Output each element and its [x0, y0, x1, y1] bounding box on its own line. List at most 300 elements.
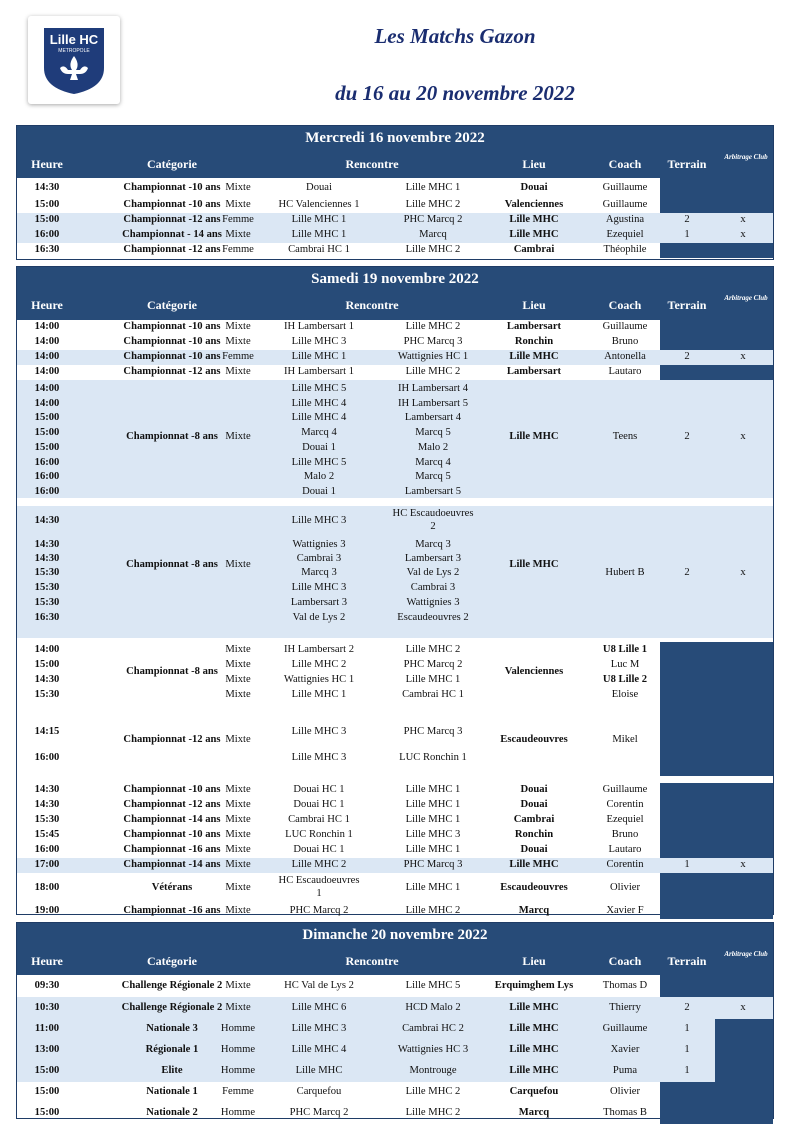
away-team: Cambrai HC 2 [402, 1023, 464, 1034]
away-team: Cambrai 3 [410, 582, 456, 593]
away-team: Lille MHC 1 [405, 674, 461, 685]
match-venue: Lille MHC [509, 214, 559, 225]
match-category: Championnat -16 ans [123, 904, 221, 916]
match-venue: Lille MHC [509, 1001, 559, 1013]
match-time: 09:30 [34, 979, 60, 991]
col-arbitrage: Arbitrage Club [724, 153, 768, 161]
match-coach: Guillaume [602, 784, 648, 795]
club-logo [28, 16, 120, 104]
home-team: Wattignies 3 [292, 539, 346, 550]
away-team: Marcq 3 [415, 539, 451, 550]
col-arbitrage: Arbitrage Club [724, 950, 768, 958]
match-coach: Bruno [611, 336, 639, 347]
match-time: 15:30 [34, 567, 60, 578]
match-coach: Guillaume [602, 199, 648, 210]
match-category: Championnat -14 ans [123, 814, 221, 825]
empty-field-cell [660, 642, 773, 706]
table-row [17, 858, 773, 873]
table-row [17, 975, 773, 997]
col-terrain: Terrain [667, 298, 707, 312]
match-coach: Xavier F [606, 904, 644, 916]
empty-field-cell [660, 335, 773, 350]
away-team: Lille MHC 2 [405, 644, 461, 655]
match-time: 15:30 [34, 582, 60, 593]
match-category: Championnat -14 ans [123, 859, 221, 870]
away-team: PHC Marcq 3 [403, 336, 463, 347]
match-category: Elite [161, 1065, 183, 1076]
match-time: 16:30 [34, 244, 60, 255]
match-gender: Mixte [225, 1001, 251, 1013]
match-time: 18:00 [34, 882, 60, 893]
col-rencontre: Rencontre [345, 298, 399, 312]
match-time: 16:00 [34, 844, 60, 855]
match-time: 15:00 [34, 214, 60, 225]
match-gender: Mixte [225, 229, 251, 240]
home-team: IH Lambersart 1 [283, 366, 354, 377]
match-venue: Erquimghem Lys [494, 979, 574, 991]
match-time: 15:00 [34, 659, 60, 670]
match-gender: Mixte [225, 431, 251, 442]
home-team: Marcq 3 [301, 567, 337, 578]
table-row [17, 1040, 773, 1061]
table-row [17, 828, 773, 843]
table-row [17, 813, 773, 828]
match-time: 15:00 [34, 441, 60, 453]
away-team: Malo 2 [417, 441, 449, 453]
page-dates: du 16 au 20 novembre 2022 [335, 81, 575, 105]
away-team: PHC Marcq 3 [403, 726, 463, 737]
away-team: Marcq [419, 229, 447, 240]
match-field: 1 [684, 859, 690, 870]
match-gender: Mixte [225, 734, 251, 745]
match-category: Championnat -8 ans [126, 431, 218, 442]
match-gender: Femme [222, 1086, 254, 1097]
away-team: Lille MHC 2 [405, 366, 461, 377]
match-gender: Mixte [225, 829, 251, 840]
empty-field-cell [660, 813, 773, 828]
home-team: Lille MHC 1 [291, 214, 347, 225]
col-coach: Coach [608, 954, 642, 968]
match-category: Championnat -10 ans [123, 336, 221, 347]
away-team: HCD Malo 2 [405, 1001, 461, 1013]
match-category: Championnat -16 ans [123, 844, 221, 855]
home-team: Lille MHC 4 [291, 412, 347, 424]
column-header [17, 292, 773, 317]
empty-field-cell [660, 320, 773, 335]
table-row [17, 1082, 773, 1103]
match-coach: Eloise [611, 689, 639, 700]
match-venue: Douai [520, 784, 548, 795]
match-coach: Lautaro [608, 844, 642, 855]
home-team: Douai [306, 181, 332, 193]
match-venue: Lille MHC [509, 229, 559, 240]
empty-field-cell [660, 706, 773, 776]
home-team: Cambrai HC 1 [288, 814, 350, 825]
col-lieu: Lieu [522, 954, 546, 968]
empty-referee-cell [715, 1040, 773, 1061]
away-team: Lille MHC 3 [405, 829, 461, 840]
match-gender: Mixte [225, 784, 251, 795]
match-category: Nationale 1 [146, 1086, 198, 1097]
away-team: PHC Marcq 2 [403, 214, 463, 225]
away-team: Lille MHC 1 [405, 882, 461, 893]
match-category: Nationale 3 [146, 1023, 198, 1034]
home-team: Lille MHC 3 [291, 1023, 347, 1034]
match-gender: Mixte [225, 799, 251, 810]
match-time: 16:00 [34, 752, 60, 763]
match-gender: Mixte [225, 644, 251, 655]
match-referee: x [740, 214, 746, 225]
empty-field-cell [660, 243, 773, 258]
away-team: Wattignies HC 3 [397, 1044, 469, 1055]
home-team: Douai 1 [302, 485, 336, 497]
col-categorie: Catégorie [147, 298, 197, 312]
match-referee: x [740, 431, 746, 442]
match-coach: Théophile [603, 244, 647, 255]
table-row [17, 243, 773, 258]
match-venue: Lille MHC [509, 1023, 559, 1034]
match-coach: Thierry [609, 1001, 641, 1013]
match-category: Vétérans [151, 882, 193, 893]
match-category: Championnat -8 ans [126, 666, 218, 677]
home-team: Malo 2 [303, 471, 335, 483]
col-arbitrage: Arbitrage Club [724, 294, 768, 302]
day-title: Samedi 19 novembre 2022 [17, 267, 773, 292]
match-category: Championnat -12 ans [123, 244, 221, 255]
col-heure: Heure [31, 298, 63, 312]
match-coach: Olivier [609, 882, 640, 893]
svg-text:METROPOLE: METROPOLE [58, 48, 90, 54]
match-time: 14:30 [34, 553, 60, 564]
match-category: Championnat -10 ans [123, 199, 221, 210]
away-team: Escaudeouvres 2 [397, 612, 469, 623]
away-team: PHC Marcq 2 [403, 659, 463, 670]
away-team: PHC Marcq 3 [403, 859, 463, 870]
column-header [17, 948, 773, 973]
match-gender: Homme [220, 1065, 256, 1076]
match-venue: Lille MHC [509, 559, 559, 570]
table-row [17, 843, 773, 858]
empty-field-cell [660, 783, 773, 798]
match-category: Championnat -10 ans [123, 351, 221, 362]
match-field: 2 [684, 1001, 690, 1013]
match-time: 14:00 [34, 321, 60, 332]
match-time: 15:30 [34, 689, 60, 700]
away-team: Lille MHC 2 [405, 1107, 461, 1118]
col-heure: Heure [31, 157, 63, 171]
match-venue: Lille MHC [509, 351, 559, 362]
col-categorie: Catégorie [147, 954, 197, 968]
day-title: Dimanche 20 novembre 2022 [17, 923, 773, 948]
match-coach: Bruno [611, 829, 639, 840]
match-venue: Ronchin [514, 336, 554, 347]
empty-field-cell [660, 828, 773, 843]
table-row [17, 320, 773, 335]
match-field: 1 [684, 1065, 690, 1076]
match-time: 15:30 [34, 814, 60, 825]
match-field: 1 [684, 1044, 690, 1055]
match-time: 10:30 [34, 1001, 60, 1013]
away-team: Lille MHC 2 [405, 321, 461, 332]
away-team: Lambersart 3 [404, 553, 462, 564]
match-gender: Mixte [225, 904, 251, 916]
match-coach: Teens [612, 431, 638, 442]
match-category: Championnat -12 ans [123, 366, 221, 377]
match-coach: Corentin [606, 859, 644, 870]
match-referee: x [740, 1001, 746, 1013]
home-team: LUC Ronchin 1 [285, 829, 353, 840]
match-time: 14:30 [34, 181, 60, 193]
match-category: Championnat -12 ans [123, 734, 221, 745]
table-row [17, 178, 773, 198]
table-row [17, 783, 773, 798]
match-venue: Lambersart [506, 366, 562, 377]
empty-field-cell [660, 873, 773, 903]
col-rencontre: Rencontre [345, 157, 399, 171]
match-time: 16:30 [34, 612, 60, 623]
match-venue: Escaudeouvres [500, 734, 568, 745]
match-time: 11:00 [34, 1023, 60, 1034]
match-venue: Lille MHC [509, 1044, 559, 1055]
match-time: 13:00 [34, 1044, 60, 1055]
match-gender: Mixte [225, 659, 251, 670]
match-gender: Femme [222, 351, 254, 362]
match-category: Championnat -8 ans [126, 559, 218, 570]
away-team: Lambersart 5 [404, 485, 462, 497]
home-team: Lille MHC 2 [291, 659, 347, 670]
match-time: 16:00 [34, 229, 60, 240]
match-category: Championnat -10 ans [123, 829, 221, 840]
table-row [17, 1019, 773, 1040]
match-venue: Marcq [518, 1107, 550, 1118]
match-venue: Douai [520, 181, 548, 193]
empty-field-cell [660, 198, 773, 213]
match-time: 15:00 [34, 1065, 60, 1076]
away-team: Lille MHC 1 [405, 844, 461, 855]
day-section-wednesday [16, 125, 774, 260]
match-category: Championnat -12 ans [123, 799, 221, 810]
match-field: 2 [684, 214, 690, 225]
match-venue: Lille MHC [509, 431, 559, 442]
match-group [17, 506, 773, 638]
col-lieu: Lieu [522, 298, 546, 312]
col-rencontre: Rencontre [345, 954, 399, 968]
match-field: 1 [684, 229, 690, 240]
match-gender: Mixte [225, 199, 251, 210]
match-gender: Homme [220, 1023, 256, 1034]
match-venue: Ronchin [514, 829, 554, 840]
day-section-sunday [16, 922, 774, 1119]
empty-referee-cell [715, 1061, 773, 1082]
away-team: Marcq 5 [415, 471, 451, 483]
match-time: 15:00 [34, 199, 60, 210]
home-team: Val de Lys 2 [292, 612, 346, 623]
match-venue: Escaudeouvres [500, 882, 568, 893]
home-team: Lille MHC 3 [291, 336, 347, 347]
match-gender: Mixte [225, 674, 251, 685]
match-category: Championnat -12 ans [123, 214, 221, 225]
match-venue: Douai [520, 844, 548, 855]
home-team: Lille MHC 3 [291, 752, 347, 763]
match-gender: Mixte [225, 844, 251, 855]
empty-field-cell [660, 975, 773, 997]
match-referee: x [740, 229, 746, 240]
match-category: Challenge Régionale 2 [121, 1001, 223, 1013]
col-coach: Coach [608, 298, 642, 312]
home-team: PHC Marcq 2 [289, 904, 349, 916]
home-team: HC Valenciennes 1 [278, 199, 360, 210]
match-gender: Mixte [225, 181, 251, 193]
match-time: 14:00 [34, 397, 60, 409]
day-rows [17, 320, 773, 919]
table-row [17, 335, 773, 350]
table-row [17, 213, 773, 228]
match-time: 14:30 [34, 799, 60, 810]
match-coach: Antonella [604, 351, 646, 362]
empty-field-cell [660, 178, 773, 198]
day-section-saturday [16, 266, 774, 915]
home-team: Lille MHC 3 [291, 515, 347, 526]
empty-field-cell [660, 843, 773, 858]
day-title: Mercredi 16 novembre 2022 [17, 126, 773, 151]
match-venue: Douai [520, 799, 548, 810]
away-team: LUC Ronchin 1 [399, 752, 467, 763]
table-row [17, 365, 773, 380]
away-team: Lille MHC 2 [405, 1086, 461, 1097]
table-row [17, 997, 773, 1019]
match-gender: Mixte [225, 336, 251, 347]
home-team: Douai HC 1 [293, 844, 345, 855]
match-coach: Guillaume [602, 181, 648, 193]
home-team: PHC Marcq 2 [289, 1107, 349, 1118]
table-row [17, 1061, 773, 1082]
match-coach: Xavier [610, 1044, 640, 1055]
home-team: IH Lambersart 1 [283, 321, 354, 332]
match-venue: Valenciennes [504, 199, 564, 210]
match-gender: Mixte [225, 559, 251, 570]
match-coach: Corentin [606, 799, 644, 810]
home-team: 1 [316, 888, 322, 899]
home-team: Carquefou [296, 1086, 342, 1097]
away-team: Lille MHC 2 [405, 244, 461, 255]
empty-field-cell [660, 798, 773, 813]
match-time: 16:00 [34, 485, 60, 497]
match-gender: Mixte [225, 814, 251, 825]
home-team: Lille MHC 1 [291, 689, 347, 700]
match-referee: x [740, 859, 746, 870]
home-team: HC Escaudoeuvres [278, 875, 360, 886]
match-venue: Lille MHC [509, 859, 559, 870]
match-category: Régionale 1 [145, 1044, 199, 1055]
match-gender: Mixte [225, 882, 251, 893]
away-team: Lille MHC 2 [405, 199, 461, 210]
match-category: Nationale 2 [146, 1107, 198, 1118]
match-time: 15:00 [34, 412, 60, 424]
away-team: Lille MHC 2 [405, 904, 461, 916]
empty-field-cell [660, 1082, 773, 1103]
match-group [17, 706, 773, 776]
day-rows [17, 178, 773, 258]
away-team: Lille MHC 5 [405, 979, 461, 991]
match-gender: Femme [222, 244, 254, 255]
match-venue: Carquefou [509, 1086, 559, 1097]
match-category: Championnat -10 ans [123, 784, 221, 795]
match-venue: Lille MHC [509, 1065, 559, 1076]
away-team: Lille MHC 1 [405, 181, 461, 193]
home-team: HC Val de Lys 2 [284, 979, 354, 991]
home-team: Cambrai 3 [296, 553, 342, 564]
match-time: 14:30 [34, 674, 60, 685]
home-team: Lille MHC [295, 1065, 343, 1076]
match-time: 15:00 [34, 1086, 60, 1097]
away-team: IH Lambersart 4 [397, 383, 468, 394]
away-team: Lille MHC 1 [405, 814, 461, 825]
match-time: 14:00 [34, 644, 60, 655]
home-team: Lille MHC 3 [291, 582, 347, 593]
home-team: Lille MHC 1 [291, 229, 347, 240]
home-team: Wattignies HC 1 [283, 674, 355, 685]
away-team: IH Lambersart 5 [397, 397, 468, 409]
away-team: Wattignies 3 [406, 597, 460, 608]
match-gender: Homme [220, 1044, 256, 1055]
table-row [17, 903, 773, 919]
match-coach: U8 Lille 2 [602, 674, 648, 685]
home-team: Lille MHC 1 [291, 351, 347, 362]
match-venue: Marcq [518, 904, 550, 916]
home-team: Lille MHC 5 [291, 383, 347, 394]
away-team: Wattignies HC 1 [397, 351, 469, 362]
match-referee: x [740, 351, 746, 362]
match-field: 2 [684, 567, 690, 578]
empty-field-cell [660, 903, 773, 919]
match-time: 14:30 [34, 539, 60, 550]
match-coach: Agustina [605, 214, 645, 225]
table-row [17, 350, 773, 365]
home-team: Douai HC 1 [293, 784, 345, 795]
match-gender: Mixte [225, 859, 251, 870]
away-team: Montrouge [409, 1065, 457, 1076]
match-group [17, 380, 773, 498]
match-coach: Lautaro [608, 366, 642, 377]
empty-field-cell [660, 365, 773, 380]
match-time: 14:15 [34, 726, 60, 737]
empty-referee-cell [715, 1019, 773, 1040]
match-category: Championnat - 14 ans [122, 229, 222, 240]
match-field: 2 [684, 431, 690, 442]
home-team: IH Lambersart 2 [283, 644, 354, 655]
match-venue: Cambrai [513, 814, 555, 825]
match-time: 14:30 [34, 515, 60, 526]
match-coach: Guillaume [602, 1023, 648, 1034]
match-time: 14:30 [34, 784, 60, 795]
table-row [17, 198, 773, 213]
match-time: 15:00 [34, 1107, 60, 1118]
match-coach: Thomas B [603, 1107, 647, 1118]
match-coach: Olivier [609, 1086, 640, 1097]
match-time: 15:30 [34, 597, 60, 608]
match-category: Championnat -10 ans [123, 181, 221, 193]
match-time: 16:00 [34, 456, 60, 468]
home-team: Cambrai HC 1 [288, 244, 350, 255]
away-team: Marcq 4 [415, 456, 451, 468]
match-group [17, 873, 773, 903]
home-team: Douai 1 [302, 441, 336, 453]
match-gender: Mixte [225, 321, 251, 332]
away-team: HC Escaudoeuvres [392, 508, 474, 519]
match-time: 17:00 [34, 859, 60, 870]
home-team: Lambersart 3 [290, 597, 348, 608]
match-coach: Thomas D [602, 979, 648, 991]
